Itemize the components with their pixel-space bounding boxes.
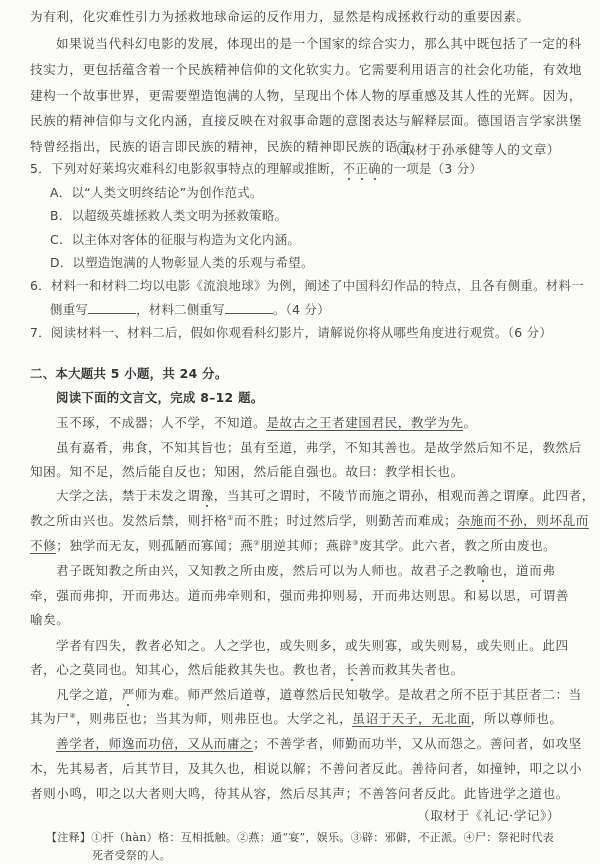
answer-blank-1[interactable] — [88, 301, 136, 314]
section-2-instruction: 阅读下面的文言文，完成 8–12 题。 — [56, 390, 264, 405]
material2-line-4: 建构一个故事世界，更需要塑造饱满的人物，呈现出个体人物的厚重感及其人性的光辉。因为， — [30, 88, 583, 103]
passage-p4-line-3: 喻矣。 — [30, 612, 70, 627]
passage-p3-line-2 — [30, 513, 589, 529]
passage-p4-line-1 — [56, 563, 555, 579]
section-2-heading: 二、本大题共 5 小题，共 24 分。 — [30, 366, 228, 381]
material2-line-3: 技实力，更包括蕴含着一个民族精神信仰的文化软实力。它需要利用语言的社会化功能，有效地 — [30, 62, 583, 77]
passage-text: 大学之法，禁于未发之谓 — [56, 488, 201, 503]
passage-text: 废其学。此六者，教之所由废也。 — [359, 538, 557, 553]
passage-p7-line-3: 者则小鸣，叩之以大者则大鸣，待其从容，然后尽其声；不善答问者反此。此皆进学之道也。 — [30, 786, 569, 801]
underlined-sentence: 是故古之王者建国君民，教学为先 — [266, 415, 464, 430]
passage-text: 善而救其失者也。 — [358, 662, 464, 677]
passage-p6-line-1 — [56, 687, 582, 703]
question-7: 7．阅读材料一、材料二后，假如你观看科幻影片，请解说你将从哪些角度进行观赏。（6 分） — [30, 325, 553, 340]
footnote-marker: ① — [227, 513, 234, 522]
question-5-option-b: B．以超级英雄拯救人类文明为拯救策略。 — [50, 208, 288, 223]
material2-line-2: 如果说当代科幻电影的发展，体现出的是一个国家的综合实力，那么其中既包括了一定的科 — [56, 36, 582, 51]
passage-text: 者，心之莫同也。知其心，然后能救其失也。教也者， — [30, 662, 346, 677]
passage-text: ；不善学者，师勤而功半，又从而怨之。善问者，如攻坚 — [253, 736, 582, 751]
passage-p2-line-1: 虽有嘉肴，弗食，不知其旨也；虽有至道，弗学，不知其善也。是故学然后知不足，教然后 — [56, 440, 582, 455]
emphasis-char: 豫 — [200, 488, 214, 503]
emphasis-char: 严 — [121, 687, 135, 702]
answer-blank-2[interactable] — [225, 301, 273, 314]
passage-p3-line-3 — [30, 538, 556, 554]
passage-text: 君子既知教之所由兴，又知教之所由废，然后可以为人师也。故君子之教 — [56, 563, 477, 578]
question-5-stem-before: 5．下列对好莱坞灾难科幻电影叙事特点的理解或推断， — [30, 161, 343, 176]
underlined-sentence: 不修 — [30, 538, 57, 553]
material2-source: （取材于孙承健等人的文章） — [389, 142, 560, 157]
passage-p1 — [56, 415, 477, 431]
question-6-text-b: ，材料二侧重写 — [136, 302, 225, 317]
passage-source: （取材于《礼记·学记》） — [417, 808, 560, 823]
emphasis-char: 不 — [342, 161, 356, 176]
emphasis-char: 确 — [368, 161, 381, 176]
passage-p5-line-2 — [30, 662, 464, 678]
notes-line-2: 死者受祭的人。 — [92, 849, 172, 862]
passage-p4-line-2: 牵，强而弗抑，开而弗达。道而弗牵则和，强而弗抑则易，开而弗达则思。和易以思，可谓善 — [30, 588, 569, 603]
passage-text: ，当其可之谓时，不陵节而施之谓孙，相观而善之谓摩。此四者， — [213, 488, 595, 503]
underlined-sentence: 虽诏于天子，无北面 — [352, 711, 471, 726]
footnote-marker: ④ — [69, 711, 77, 720]
material2-line-6: 特曾经指出，民族的语言即民族的精神，民族的精神即民族的语言。 — [30, 139, 425, 154]
emphasis-char: 正 — [355, 161, 369, 176]
passage-p7-line-2: 木，先其易者，后其节目，及其久也，相说以解；不善问者反此。善待问者，如撞钟，叩之以小 — [30, 761, 583, 776]
passage-text: ；独学而无友，则孤陋而寡闻；燕 — [56, 538, 254, 553]
passage-text: 而不胜；时过然后学，则勤苦而难成； — [233, 513, 458, 528]
question-6-text-c: 。（4 分） — [272, 302, 330, 317]
passage-p6-line-2 — [30, 711, 563, 727]
footnote-marker: ③ — [352, 538, 360, 547]
underlined-sentence: 杂施而不孙，则坏乱而 — [457, 513, 589, 528]
material2-line-5: 民族的精神信仰与文化内涵，直接反映在对叙事命题的意图表达与解释层面。德国语言学家洪堡 — [30, 113, 583, 128]
passage-text: 。 — [463, 415, 477, 430]
material2-line-1: 为有利，化灾难性引力为拯救地球命运的反作用力，显然是构成拯救行动的重要因素。 — [30, 9, 530, 24]
question-6-line-2 — [50, 301, 330, 318]
passage-text: 教之所由兴也。发然后禁，则扞格 — [30, 513, 228, 528]
question-5-option-c: C．以主体对客体的征服与构造为文化内涵。 — [50, 232, 301, 247]
passage-p2-line-2: 知困。知不足，然后能自反也；知困，然后能自强也。故曰：教学相长也。 — [30, 464, 464, 479]
passage-text: 师为难。师严然后道尊，道尊然后民知敬学。是故君之所不臣于其臣者二：当 — [134, 687, 582, 702]
passage-text: 玉不琢，不成器；人不学，不知道。 — [56, 415, 267, 430]
passage-text: 其为尸 — [30, 711, 70, 726]
passage-p7-line-1 — [56, 736, 582, 752]
emphasis-char: 喻 — [476, 563, 490, 578]
underlined-sentence: 善学者，师逸而功倍，又从而庸之 — [56, 736, 254, 751]
question-5-stem — [30, 161, 482, 177]
passage-text: ，则弗臣也；当其为师，则弗臣也。大学之礼， — [76, 711, 353, 726]
passage-text: 凡学之道， — [56, 687, 122, 702]
passage-text: 朋逆其师；燕辟 — [260, 538, 353, 553]
question-5-option-d: D．以塑造饱满的人物彰显人类的乐观与希望。 — [50, 255, 314, 270]
footnote-marker: ② — [253, 538, 261, 547]
question-6-line-1: 6．材料一和材料二均以电影《流浪地球》为例，阐述了中国科幻作品的特点，且各有侧重。材料一 — [30, 278, 584, 293]
question-6-text-a: 侧重写 — [50, 302, 89, 317]
question-5-stem-after: 的一项是（3 分） — [380, 161, 483, 176]
passage-p3-line-1 — [56, 488, 595, 504]
passage-text: ，所以尊师也。 — [470, 711, 563, 726]
passage-p5-line-1: 学者有四失，教者必知之。人之学也，或失则多，或失则寡，或失则易，或失则止。此四 — [56, 638, 569, 653]
passage-text: 也，道而弗 — [489, 563, 556, 578]
question-5-option-a: A．以“人类文明终结论”为创作范式。 — [50, 185, 263, 200]
notes-line-1: 【注释】①扞（hàn）格：互相抵触。②燕：通“宴”，娱乐。③辟：邪僻，不正派。④尸：祭祀时代表 — [46, 831, 555, 844]
emphasis-char: 长 — [345, 662, 359, 677]
